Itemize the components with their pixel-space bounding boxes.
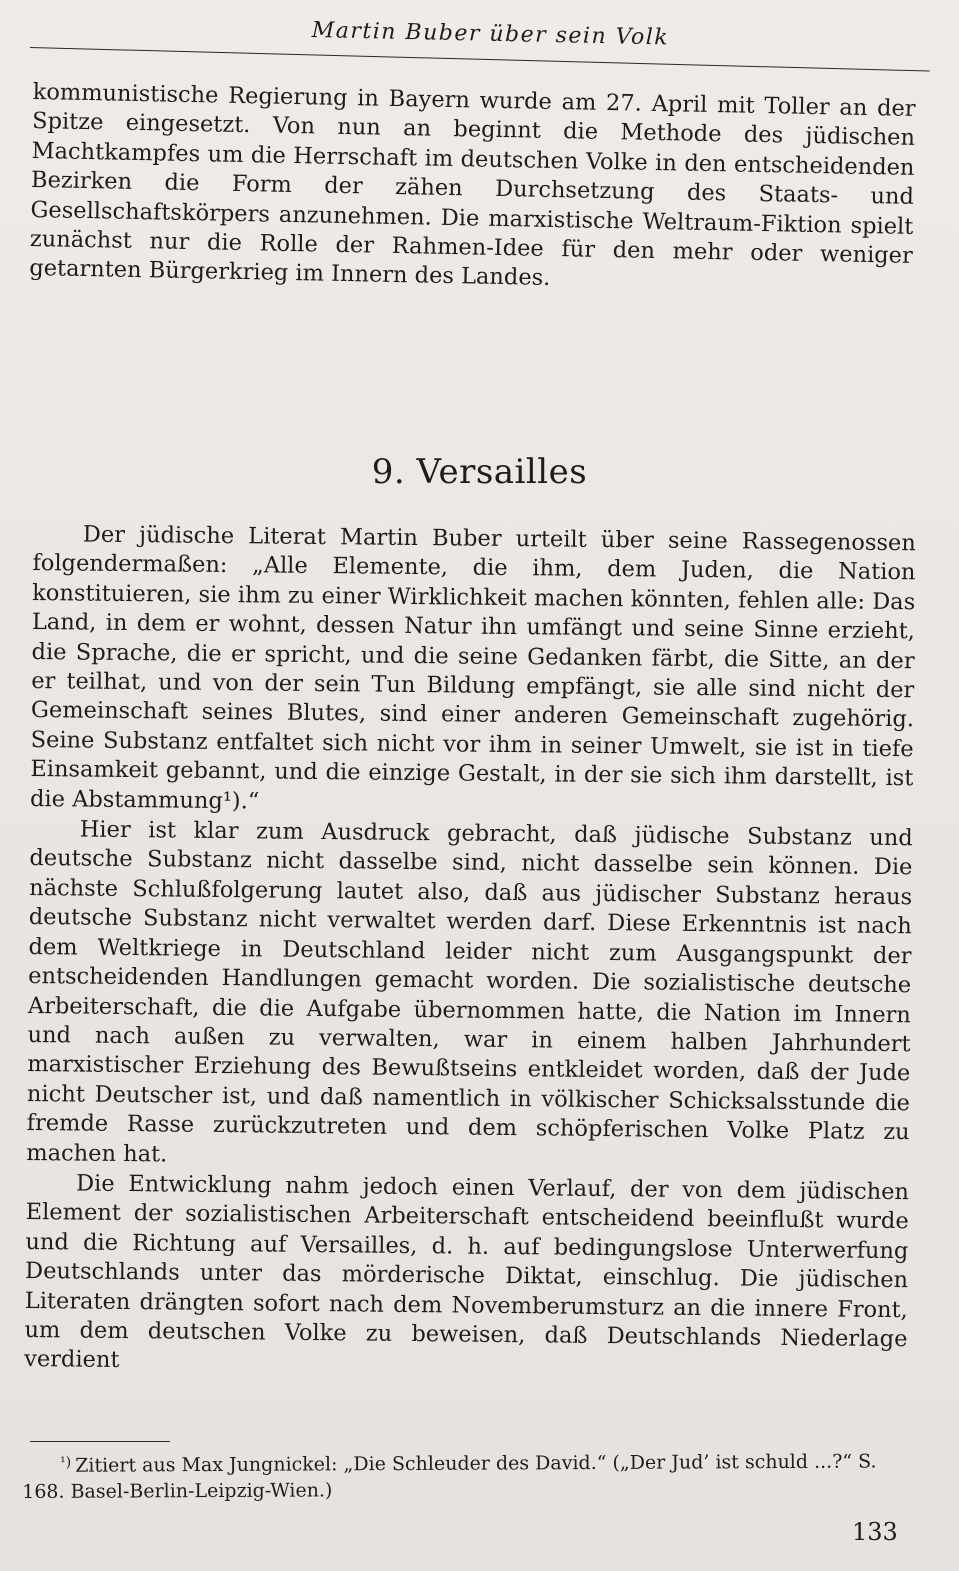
paragraph-substance: Hier ist klar zum Ausdruck gebracht, daß jüdische Substanz und deutsche Substanz nicht dasselbe sind, nicht dasselbe sein können. Die nächste Schlußfolgerung lautet also, daß aus jüdischer Substanz heraus deutsche Substanz nicht verwaltet werden darf. Diese Erkenntnis ist nach dem Weltkriege in Deutschland leider nicht zum Ausgangspunkt der entscheidenden Handlungen gemacht worden. Die sozialistische deutsche Arbeiterschaft, die die Aufgabe übernommen hatte, die Nation im Innern und nach außen zu verwalten, war in einem halben Jahrhundert marxistischer Erziehung des Bewußtseins entkleidet worden, daß der Jude nicht Deutscher ist, und daß namentlich in völkischer Schicksalsstunde die fremde Rasse zurückzutreten und dem schöpferischen Volke Platz zu machen hat.	[26, 816, 913, 1167]
continued-paragraph: kommunistische Regierung in Bayern wurde am 27. April mit Toller an der Spitze eingesetzt. Von nun an beginnt die Methode des jüdischen Machtkampfes um die Herrschaft im deutschen Volke in den entscheidenden Bezirken die Form der zähen Durchsetzung des Staats- und Gesellschaftskörpers anzunehmen. Die marxistische Weltraum-Fiktion spielt zunächst nur die Rolle der Rahmen-Idee für den mehr oder weniger getarnten Bürgerkrieg im Innern des Landes.	[29, 78, 916, 292]
paragraph-buber-quote: Der jüdische Literat Martin Buber urteilt über seine Rassegenossen folgendermaßen: „Alle Elemente, die ihm, dem Juden, die Nation konstituieren, sie ihm zu einer Wirklichkeit machen könnten, fehlen alle: Das Land, in dem er wohnt, dessen Natur ihn umfängt und seine Sinne erzieht, die Sprache, die er spricht, und die seine Gedanken färbt, die Sitte, an der er teilhat, und von der sein Tun Bildung empfängt, sie alle sind nicht der Gemeinschaft seines Blutes, sind einer anderen Gemeinschaft zugehörig. Seine Substanz entfaltet sich nicht vor ihm in seiner Umwelt, sie ist in tiefe Einsamkeit gebannt, und die einzige Gestalt, in der sie sich ihm darstellt, ist die Abstammung¹).“	[29, 521, 916, 815]
running-head: Martin Buber über sein Volk	[311, 18, 670, 51]
chapter-heading: 9. Versailles	[371, 452, 588, 492]
footnote	[22, 1445, 902, 1505]
header-rule	[30, 47, 930, 72]
footnote-marker: ¹)	[60, 1454, 72, 1471]
page-number: 133	[852, 1518, 898, 1546]
top-text-block	[29, 78, 916, 301]
footnote-text: Zitiert aus Max Jungnickel: „Die Schleuder des David.“ („Der Jud’ ist schuld ...?“ S. 168. Basel-Berlin-Leipzig-Wien.)	[22, 1450, 877, 1503]
main-text-block	[24, 520, 916, 1384]
footnote-rule	[30, 1441, 170, 1442]
paragraph-development: Die Entwicklung nahm jedoch einen Verlauf, der von dem jüdischen Element der sozialistischen Arbeiterschaft entscheidend beeinflußt wurde und die Richtung auf Versailles, d. h. auf bedingungslose Unterwerfung Deutschlands unter das mörderische Diktat, einschlug. Die jüdischen Literaten drängten sofort nach dem Novemberumsturz an die innere Front, um dem deutschen Volke zu beweisen, daß Deutschlands Niederlage verdient	[24, 1170, 910, 1374]
